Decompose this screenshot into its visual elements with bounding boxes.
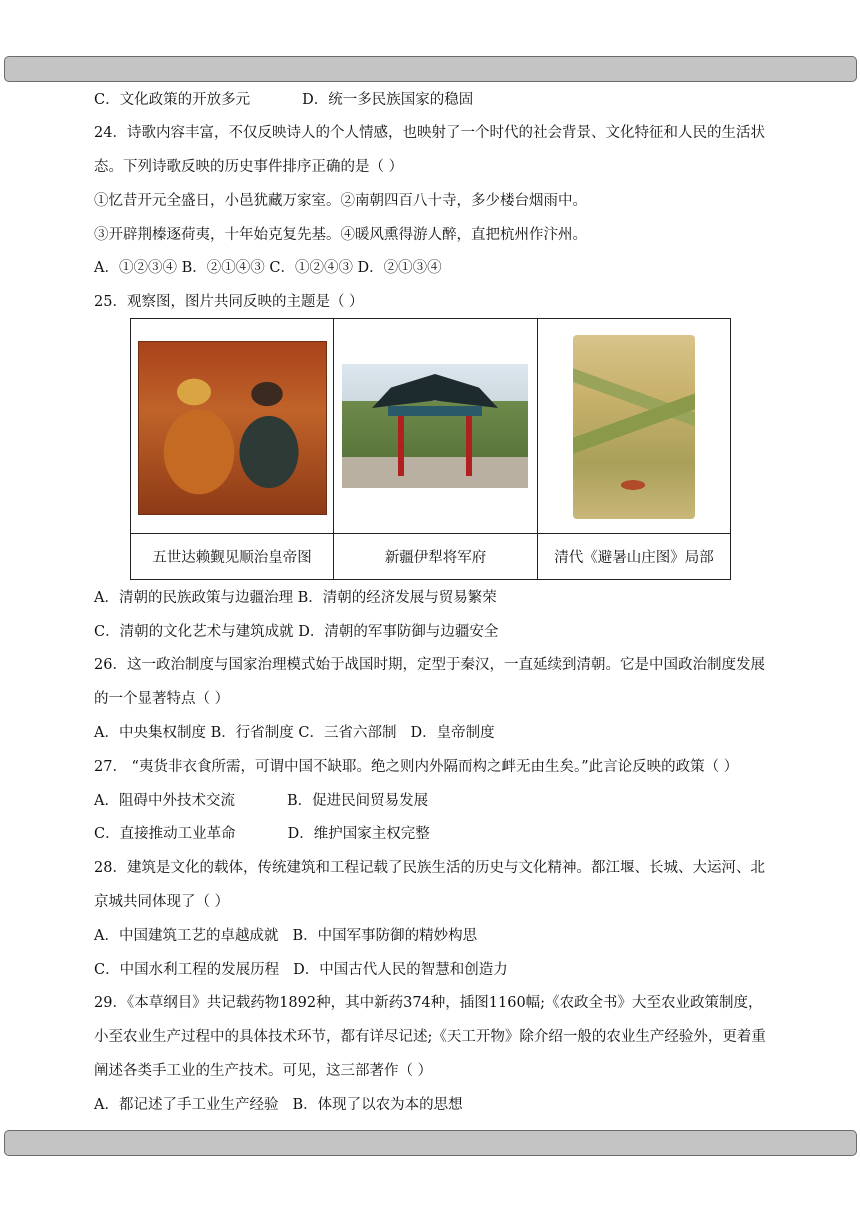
q25-options-cd: C．清朝的文化艺术与建筑成就 D．清朝的军事防御与边疆安全 <box>94 624 499 640</box>
ili-general-mansion-photo <box>342 364 528 488</box>
q27-options-ab <box>94 792 428 810</box>
q26-stem: 26．这一政治制度与国家治理模式始于战国时期，定型于秦汉，一直延续到清朝。它是中国政治制度发展的一个显著特点（ ） <box>94 657 765 707</box>
q29-options-ab <box>94 1096 463 1114</box>
q29-option-b: B．体现了以农为本的思想 <box>292 1097 463 1113</box>
figure-caption: 五世达赖觐见顺治皇帝图 <box>131 534 334 580</box>
q26-options <box>94 724 495 742</box>
q27-option-a: A．阻碍中外技术交流 <box>94 793 235 809</box>
dalai-lama-painting-image <box>138 341 327 515</box>
q27-option-d: D．维护国家主权完整 <box>287 826 430 842</box>
q23-option-d: D．统一多民族国家的稳固 <box>302 92 474 108</box>
pavilion-column <box>466 416 472 476</box>
q27-option-b: B．促进民间贸易发展 <box>286 793 429 809</box>
q25-stem: 25．观察图，图片共同反映的主题是（ ） <box>94 294 364 310</box>
pavilion-column <box>398 416 404 476</box>
q27-options-cd <box>94 825 430 843</box>
q28-option-d: D．中国古代人民的智慧和创造力 <box>293 962 508 978</box>
q29-option-a: A．都记述了手工业生产经验 <box>94 1097 279 1113</box>
q27-option-c: C．直接推动工业革命 <box>94 826 236 842</box>
pavilion-roof <box>372 374 498 408</box>
q29-stem: 29．《本草纲目》共记载药物1892种，其中新药374种，插图1160幅;《农政全书》大至农业政策制度，小至农业生产过程中的具体技术环节，都有详尽记述;《天工开物》除介绍一般的农业生产经验外，更着重阐述各类手工业的生产技术。可见，这三部著作（ ） <box>94 995 766 1079</box>
q24-options: A．①②③④ B．②①④③ C．①②④③ D．②①③④ <box>94 260 442 276</box>
q24-poems-1-2: ①忆昔开元全盛日，小邑犹藏万家室。②南朝四百八十寺，多少楼台烟雨中。 <box>94 193 587 209</box>
q24-poems-3-4: ③开辟荆榛逐荷夷，十年始克复先基。④暖风熏得游人醉，直把杭州作汴州。 <box>94 227 587 243</box>
q28-stem: 28．建筑是文化的载体，传统建筑和工程记载了民族生活的历史与文化精神。都江堰、长城、大运河、北京城共同体现了（ ） <box>94 860 765 910</box>
figure-caption: 新疆伊犁将军府 <box>334 534 538 580</box>
q24-stem: 24．诗歌内容丰富，不仅反映诗人的个人情感，也映射了一个时代的社会背景、文化特征和人民的生活状态。下列诗歌反映的历史事件排序正确的是（ ） <box>94 125 765 175</box>
summer-resort-painting-image <box>573 335 695 519</box>
figure-cell-1 <box>131 319 334 534</box>
figure-cell-3 <box>538 319 731 534</box>
q23-option-c: C．文化政策的开放多元 <box>94 92 251 108</box>
q28-option-c: C．中国水利工程的发展历程 <box>94 962 280 978</box>
q26-option-d: D．皇帝制度 <box>410 725 495 741</box>
pavilion-beam <box>388 406 482 416</box>
q26-options-abc: A．中央集权制度 B．行省制度 C．三省六部制 <box>94 725 397 741</box>
figure-caption: 清代《避暑山庄图》局部 <box>538 534 731 580</box>
q25-options-ab: A．清朝的民族政策与边疆治理 B．清朝的经济发展与贸易繁荣 <box>94 590 497 606</box>
footer-bar <box>4 1130 857 1156</box>
q25-figure-table <box>130 318 731 580</box>
q28-option-a: A．中国建筑工艺的卓越成就 <box>94 928 279 944</box>
header-bar <box>4 56 857 82</box>
q28-option-b: B．中国军事防御的精妙构思 <box>292 928 478 944</box>
q28-options-ab <box>94 927 477 945</box>
q27-stem: 27． “夷货非衣食所需，可谓中国不缺耶。绝之则内外隔而构之衅无由生矣。”此言论反映的政策（ ） <box>94 759 739 775</box>
q23-options-cd <box>94 91 473 109</box>
figure-cell-2 <box>334 319 538 534</box>
q28-options-cd <box>94 961 508 979</box>
